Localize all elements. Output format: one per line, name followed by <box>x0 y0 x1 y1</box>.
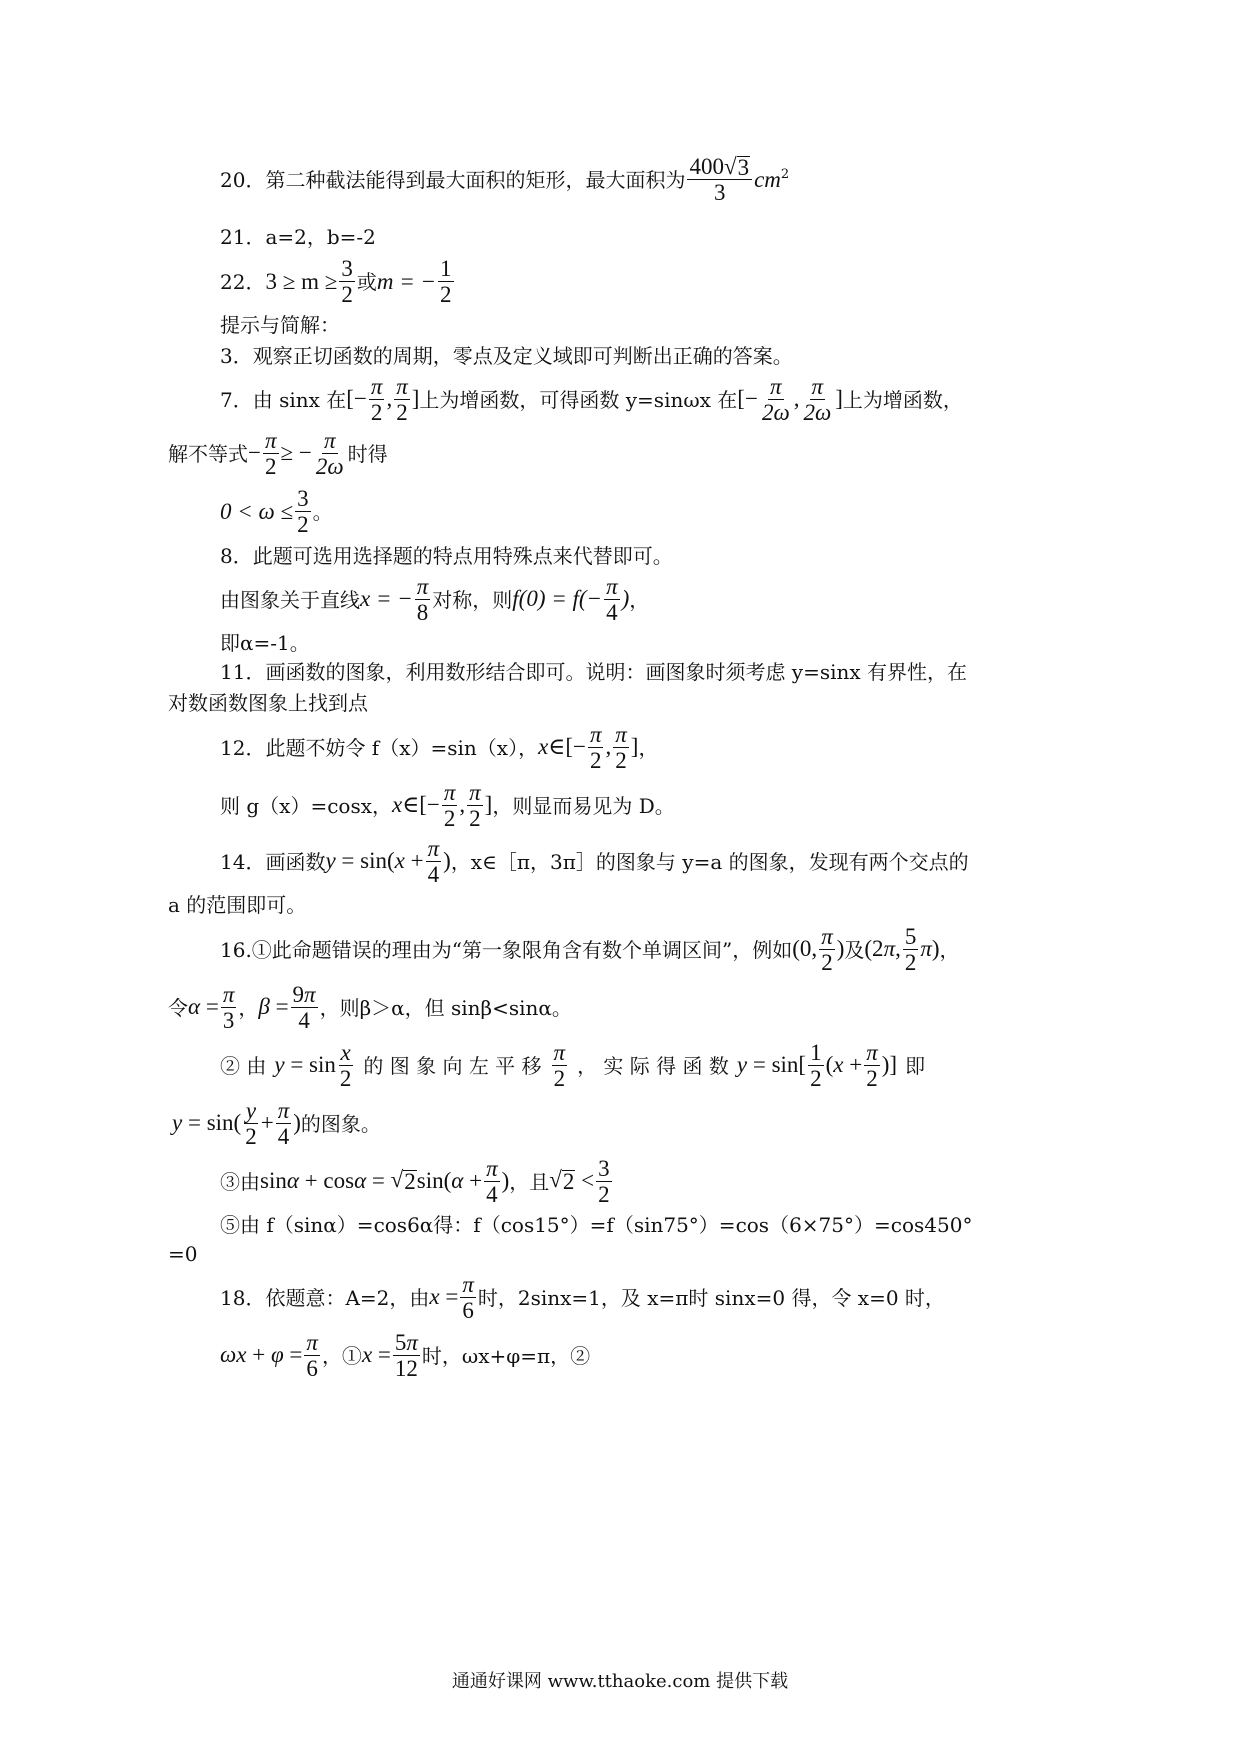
fraction-3-2: $\frac{3}{2}$ <box>341 255 353 307</box>
hint-16-line3-b: 的 图 象 向 左 平 移 <box>363 1054 542 1078</box>
hint-16-line3-c: ， 实 际 得 函 数 <box>577 1054 729 1078</box>
hint-7-line2-b: 时得 <box>347 442 388 466</box>
hint-16-b: 及 <box>844 938 865 962</box>
hint-16-line6-text: ⑤由 f（sinα）=cos6α得：f（cos15°）=f（sin75°）=cos（6×75°）=cos450° <box>220 1213 973 1237</box>
hint-3-text: 3．观察正切函数的周期，零点及定义域即可判断出正确的答案。 <box>220 344 793 368</box>
function-16b: y = sin[ $\frac{1}{2}$ (x + $\frac{\pi}{2}$ )] <box>736 1039 898 1091</box>
domain-12a: x∈[− $\frac{\pi}{2}$ , $\frac{\pi}{2}$ ] <box>538 721 639 773</box>
equation-18a: ωx + φ = $\frac{\pi}{6}$ <box>220 1329 318 1381</box>
hint-16-line4 <box>172 1096 381 1152</box>
hint-12-line2-a: 则 g（x）=cosx， <box>220 794 392 818</box>
hint-8-line2 <box>220 572 649 628</box>
hint-12 <box>220 720 658 776</box>
fraction-1-2: $\frac{1}{2}$ <box>440 255 452 307</box>
hint-16-line3 <box>220 1038 925 1094</box>
identity-16: sinα + cosα = √ 2 sin(α + $\frac{\pi}{4}$ ) <box>260 1155 510 1207</box>
shift-pi-2: $\frac{\pi}{2}$ <box>553 1039 566 1091</box>
line-x: x = − $\frac{\pi}{8}$ <box>360 573 429 625</box>
hint-16-line5-b: ，且 <box>509 1170 550 1194</box>
hint-16-line5-a: ③由 <box>220 1170 260 1194</box>
hint-18-a: 18．依题意：A=2，由 <box>220 1286 430 1310</box>
hint-8-text: 8．此题可选用选择题的特点用特殊点来代替即可。 <box>220 544 673 568</box>
hint-3 <box>220 343 793 369</box>
function-16c: y = sin( $\frac{y}{2}$ + $\frac{\pi}{4}$ ) <box>172 1097 301 1149</box>
answer-22-eq: m = − <box>376 269 436 294</box>
answer-20-text: 20．第二种截法能得到最大面积的矩形，最大面积为 <box>220 168 686 192</box>
inequality-7: − $\frac{\pi}{2}$ ≥ − $\frac{\pi}{2\omega}$ <box>248 427 344 479</box>
hint-8-line2-a: 由图象关于直线 <box>220 588 360 612</box>
hint-7-c: 上为增函数， <box>842 388 963 412</box>
hint-14-line2-text: a 的范围即可。 <box>168 893 307 917</box>
compare-16: √ 2 < $\frac{3}{2}$ <box>549 1155 610 1207</box>
hint-16-line2-c: ，则β＞α，但 sinβ<sinα。 <box>319 996 572 1020</box>
answer-21-text: 21．a=2，b=-2 <box>220 225 376 249</box>
x-pi-6: x = $\frac{\pi}{6}$ <box>429 1271 474 1323</box>
hint-16-c: ， <box>939 938 960 962</box>
hint-16 <box>220 922 960 978</box>
answer-22-number: 22． <box>220 270 266 294</box>
frac-den: 3 <box>714 179 726 205</box>
hint-7-b: 上为增函数，可得函数 y=sinωx 在 <box>419 388 738 412</box>
hint-11 <box>220 659 967 685</box>
hint-7-line3 <box>220 484 333 540</box>
hint-18-line2 <box>220 1328 590 1384</box>
hint-14-b: ，x∈［π，3π］的图象与 y=a 的图象，发现有两个交点的 <box>450 850 969 874</box>
hint-7-line2 <box>168 426 388 482</box>
hint-11-a: 11．画函数的图象，利用数形结合即可。说明：画图象时须考虑 y=sinx 有界性，在 <box>220 660 968 684</box>
interval-16a: (0, $\frac{\pi}{2}$ ) <box>792 923 845 975</box>
unit-exponent: 2 <box>780 167 790 182</box>
hint-heading <box>220 312 340 338</box>
hint-7-line3-end: 。 <box>312 500 333 524</box>
hint-12-line2-b: ，则显而易见为 D。 <box>492 794 675 818</box>
hint-16-line7-text: =0 <box>168 1242 198 1266</box>
interval-2: [− $\frac{\pi}{2\omega}$ , $\frac{\pi}{2\omega}$ ] <box>737 373 843 425</box>
interval-16b: (2π, $\frac{5}{2}$ π) <box>864 923 940 975</box>
hint-14-line2 <box>168 892 306 918</box>
page-footer: 通通好课网 www.tthaoke.com 提供下载 <box>451 1671 789 1692</box>
hint-11-b: 对数函数图象上找到点 <box>168 691 368 715</box>
beta-value: β = $\frac{9\pi}{4}$ <box>258 981 316 1033</box>
hint-16-line5 <box>220 1154 614 1210</box>
hint-8-line2-c: ， <box>629 588 650 612</box>
hint-7-line2-a: 解不等式 <box>168 442 248 466</box>
answer-20 <box>220 150 789 210</box>
hint-16-line3-a: ② 由 <box>220 1054 267 1078</box>
hint-16-line2-a: 令 <box>168 996 188 1020</box>
hint-18 <box>220 1270 945 1326</box>
hint-16-line3-d: 即 <box>905 1054 926 1078</box>
hint-14 <box>220 834 969 890</box>
interval-1: [− $\frac{\pi}{2}$ , $\frac{\pi}{2}$ ] <box>346 373 420 425</box>
hint-16-line4-b: 的图象。 <box>300 1112 381 1136</box>
hint-16-line6 <box>220 1212 972 1238</box>
hint-8-line2-b: 对称，则 <box>432 588 513 612</box>
hint-16-line7 <box>168 1241 197 1267</box>
hint-7 <box>220 372 963 428</box>
hint-heading-text: 提示与简解： <box>220 313 340 337</box>
hint-18-line2-b: 时，ωx+φ=π，② <box>421 1344 591 1368</box>
max-area-fraction: 400 √ 3 3 <box>687 155 752 206</box>
hint-18-line2-a: ，① <box>321 1344 362 1368</box>
hint-12-line2 <box>220 778 675 834</box>
symmetry-eq: f(0) = f(− $\frac{\pi}{4}$ ) <box>512 573 630 625</box>
frac-num: 400 <box>689 153 724 179</box>
answer-22-or: 或 <box>356 270 377 294</box>
hint-7-a: 7．由 sinx 在 <box>220 388 347 412</box>
answer-22-ineq: 3 ≥ m ≥ <box>265 269 338 294</box>
hint-18-b: 时，2sinx=1，及 x=π时 sinx=0 得，令 x=0 时， <box>477 1286 945 1310</box>
hint-16-line2-b: ， <box>238 996 259 1020</box>
hint-8-line3 <box>220 630 310 656</box>
hint-14-a: 14．画函数 <box>220 850 326 874</box>
omega-range: 0 < ω ≤ <box>220 499 294 524</box>
hint-11-line2 <box>168 690 368 716</box>
hint-16-line2 <box>168 980 572 1036</box>
hint-12-a: 12．此题不妨令 f（x）=sin（x）， <box>220 736 539 760</box>
hint-8 <box>220 543 673 569</box>
sqrt-radicand: 3 <box>737 154 750 180</box>
answer-21 <box>220 224 376 250</box>
function-16a: y = sin $\frac{x}{2}$ <box>274 1039 352 1091</box>
domain-12b: x∈[− $\frac{\pi}{2}$ , $\frac{\pi}{2}$ ] <box>391 779 493 831</box>
alpha-value: α = $\frac{\pi}{3}$ <box>188 981 235 1033</box>
hint-12-b: ， <box>638 736 659 760</box>
function-14: y = sin(x + $\frac{\pi}{4}$ ) <box>325 835 451 887</box>
x-5pi-12: x = $\frac{5\pi}{12}$ <box>361 1329 418 1381</box>
fraction-3-2-b: $\frac{3}{2}$ <box>297 485 309 537</box>
unit-cm: cm <box>754 167 781 192</box>
answer-22 <box>220 254 456 310</box>
hint-16-a: 16.①此命题错误的理由为“第一象限角含有数个单调区间”，例如 <box>220 938 793 962</box>
hint-8-line3-text: 即α=-1。 <box>220 631 310 655</box>
